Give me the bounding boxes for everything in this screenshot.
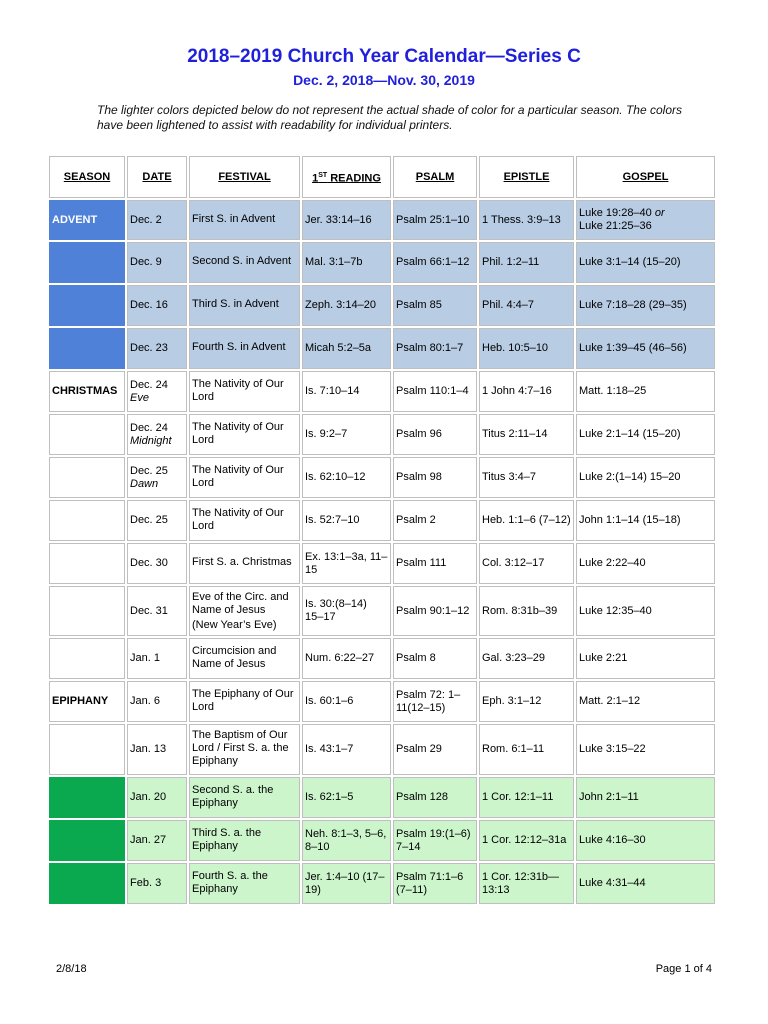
date-text: Dec. 30	[130, 557, 168, 569]
date-text: Dec. 9	[130, 256, 162, 268]
date-text: Dec. 31	[130, 604, 168, 617]
gospel-text: Luke 3:15–22	[579, 743, 646, 755]
table-row	[49, 681, 715, 722]
psalm-cell	[393, 328, 477, 369]
date-text: Dec. 25	[130, 464, 168, 477]
psalm-cell	[393, 200, 477, 240]
date-text: Dec. 16	[130, 299, 168, 311]
gospel-text: Luke 2:22–40	[579, 557, 646, 569]
reading-text: Jer. 33:14–16	[305, 213, 372, 226]
epistle-cell	[479, 500, 574, 541]
psalm-text: Psalm 25:1–10	[396, 213, 470, 226]
calendar-table	[47, 154, 717, 906]
epistle-text: Rom. 6:1–11	[482, 743, 545, 755]
psalm-cell	[393, 371, 477, 412]
epistle-text: 1 Cor. 12:31b—13:13	[482, 870, 560, 896]
gospel-cell	[576, 242, 715, 283]
date-cell	[127, 638, 187, 679]
date-text: Jan. 1	[130, 652, 160, 664]
season-cell	[49, 681, 125, 722]
festival-cell	[189, 724, 300, 775]
festival-text: Second S. in Advent	[192, 255, 292, 267]
header-first-reading	[302, 156, 391, 198]
epistle-cell	[479, 285, 574, 326]
psalm-text: Psalm 72: 1–11(12–15)	[396, 688, 461, 714]
first-reading-cell	[302, 328, 391, 369]
festival-text: Third S. a. the Epiphany	[192, 826, 262, 852]
epistle-text: Heb. 10:5–10	[482, 342, 549, 354]
page-title: 2018–2019 Church Year Calendar—Series C	[187, 46, 581, 67]
season-label: ADVENT	[52, 213, 98, 226]
festival-cell	[189, 285, 300, 326]
reading-text: Is. 9:2–7	[305, 428, 348, 440]
first-reading-cell	[302, 543, 391, 584]
festival-cell	[189, 863, 300, 904]
date-text: Jan. 13	[130, 743, 167, 755]
date-cell	[127, 586, 187, 636]
festival-cell	[189, 371, 300, 412]
psalm-text: Psalm 111	[396, 557, 447, 569]
table-row	[49, 328, 715, 369]
season-cell	[49, 285, 125, 326]
date-cell	[127, 371, 187, 412]
header-festival: FESTIVAL	[189, 156, 300, 198]
reading-text: Is. 62:10–12	[305, 471, 366, 483]
psalm-text: Psalm 29	[396, 743, 442, 755]
psalm-text: Psalm 8	[396, 652, 436, 664]
gospel-text: Luke 4:16–30	[579, 834, 646, 846]
reading-text: Is. 62:1–5	[305, 791, 354, 803]
psalm-text: Psalm 90:1–12	[396, 604, 470, 617]
gospel-cell	[576, 724, 715, 775]
reading-text: Jer. 1:4–10 (17–19)	[305, 870, 385, 896]
epistle-cell	[479, 200, 574, 240]
date-cell	[127, 500, 187, 541]
festival-cell	[189, 681, 300, 722]
calendar-body	[49, 200, 715, 904]
psalm-cell	[393, 638, 477, 679]
epistle-cell	[479, 681, 574, 722]
gospel-cell	[576, 681, 715, 722]
table-row	[49, 638, 715, 679]
psalm-text: Psalm 85	[396, 299, 442, 311]
gospel-cell	[576, 500, 715, 541]
psalm-cell	[393, 724, 477, 775]
psalm-text: Psalm 98	[396, 471, 442, 483]
gospel-cell	[576, 414, 715, 455]
header-epistle: EPISTLE	[479, 156, 574, 198]
first-reading-cell	[302, 863, 391, 904]
season-cell	[49, 242, 125, 283]
date-text: Dec. 24	[130, 378, 168, 391]
reading-text: Ex. 13:1–3a, 11–15	[305, 550, 388, 576]
first-reading-cell	[302, 820, 391, 861]
festival-cell	[189, 457, 300, 498]
season-cell	[49, 586, 125, 636]
table-row	[49, 777, 715, 818]
table-row	[49, 586, 715, 636]
date-text: Jan. 6	[130, 695, 160, 707]
epistle-cell	[479, 457, 574, 498]
color-note: The lighter colors depicted below do not represent the actual shade of color for a particular season. The colors have been lightened to assist with readability for individual printers.	[97, 103, 682, 132]
gospel-cell	[576, 200, 715, 240]
festival-text: First S. a. Christmas	[192, 556, 292, 568]
date-cell	[127, 777, 187, 818]
season-label: CHRISTMAS	[52, 385, 118, 397]
first-reading-cell	[302, 285, 391, 326]
date-cell	[127, 681, 187, 722]
header-gospel: GOSPEL	[576, 156, 715, 198]
epistle-cell	[479, 777, 574, 818]
festival-text: The Baptism of Our Lord / First S. a. the Epiphany	[192, 729, 289, 767]
reading-text: Zeph. 3:14–20	[305, 299, 376, 311]
date-text: Jan. 20	[130, 791, 167, 803]
psalm-text: Psalm 128	[396, 791, 448, 803]
season-cell	[49, 820, 125, 861]
gospel-text: Luke 3:1–14 (15–20)	[579, 256, 681, 268]
epistle-text: 1 Thess. 3:9–13	[482, 213, 561, 226]
festival-text: Fourth S. in Advent	[192, 341, 286, 353]
gospel-text: Luke 2:(1–14) 15–20	[579, 471, 681, 483]
festival-text: Eve of the Circ. and Name of Jesus	[192, 590, 289, 616]
date-cell	[127, 242, 187, 283]
gospel-text: Luke 19:28–40	[579, 207, 652, 219]
date-text: Dec. 2	[130, 213, 162, 226]
date-cell	[127, 724, 187, 775]
date-cell	[127, 863, 187, 904]
festival-cell	[189, 777, 300, 818]
festival-cell	[189, 328, 300, 369]
gospel-cell	[576, 371, 715, 412]
first-reading-cell	[302, 500, 391, 541]
epistle-text: 1 Cor. 12:1–11	[482, 791, 554, 803]
festival-cell	[189, 414, 300, 455]
table-row	[49, 200, 715, 240]
reading-text: Is. 7:10–14	[305, 385, 360, 397]
gospel-cell	[576, 285, 715, 326]
psalm-cell	[393, 681, 477, 722]
epistle-text: 1 Cor. 12:12–31a	[482, 834, 567, 846]
epistle-cell	[479, 820, 574, 861]
first-reading-cell	[302, 371, 391, 412]
first-reading-cell	[302, 200, 391, 240]
date-sub-text: Eve	[130, 391, 149, 404]
epistle-text: Phil. 4:4–7	[482, 299, 534, 311]
festival-text: The Nativity of Our Lord	[192, 377, 284, 403]
reading-text: Is. 30:(8–14) 15–17	[305, 598, 367, 623]
psalm-cell	[393, 863, 477, 904]
festival-text: The Nativity of Our Lord	[192, 506, 284, 532]
header-psalm: PSALM	[393, 156, 477, 198]
reading-text: Is. 60:1–6	[305, 695, 354, 707]
footer-date: 2/8/18	[56, 963, 87, 975]
festival-text: The Nativity of Our Lord	[192, 463, 284, 489]
date-text: Dec. 24	[130, 421, 168, 434]
festival-text: First S. in Advent	[192, 212, 276, 225]
first-reading-cell	[302, 414, 391, 455]
psalm-cell	[393, 414, 477, 455]
psalm-text: Psalm 80:1–7	[396, 342, 464, 354]
epistle-cell	[479, 242, 574, 283]
epistle-cell	[479, 863, 574, 904]
date-text: Dec. 25	[130, 514, 168, 526]
festival-cell	[189, 638, 300, 679]
gospel-text: Luke 2:21	[579, 652, 628, 664]
psalm-cell	[393, 543, 477, 584]
gospel-cell	[576, 586, 715, 636]
epistle-text: Titus 2:11–14	[482, 428, 548, 440]
table-row	[49, 414, 715, 455]
first-reading-cell	[302, 586, 391, 636]
season-cell	[49, 371, 125, 412]
date-cell	[127, 457, 187, 498]
epistle-cell	[479, 414, 574, 455]
gospel-or-text: or	[651, 207, 665, 219]
psalm-text: Psalm 19:(1–6) 7–14	[396, 827, 471, 853]
table-row	[49, 285, 715, 326]
gospel-cell	[576, 457, 715, 498]
date-sub-text: Midnight	[130, 434, 172, 447]
psalm-cell	[393, 500, 477, 541]
gospel-cell	[576, 777, 715, 818]
gospel-text: Luke 2:1–14 (15–20)	[579, 428, 681, 440]
festival-text: Second S. a. the Epiphany	[192, 783, 274, 809]
gospel-cell	[576, 863, 715, 904]
gospel-text: John 2:1–11	[579, 791, 639, 803]
epistle-cell	[479, 543, 574, 584]
psalm-cell	[393, 285, 477, 326]
psalm-text: Psalm 110:1–4	[396, 385, 469, 397]
reading-text: Mal. 3:1–7b	[305, 256, 363, 268]
season-cell	[49, 863, 125, 904]
psalm-text: Psalm 2	[396, 514, 436, 526]
psalm-cell	[393, 586, 477, 636]
reading-text: Is. 52:7–10	[305, 514, 360, 526]
gospel-text: Matt. 2:1–12	[579, 695, 641, 707]
gospel-text: Luke 7:18–28 (29–35)	[579, 299, 687, 311]
season-label: EPIPHANY	[52, 695, 109, 707]
season-cell	[49, 200, 125, 240]
table-row	[49, 820, 715, 861]
festival-cell	[189, 820, 300, 861]
date-cell	[127, 328, 187, 369]
reading-text: Neh. 8:1–3, 5–6, 8–10	[305, 827, 387, 853]
epistle-text: Titus 3:4–7	[482, 471, 537, 483]
table-row	[49, 543, 715, 584]
gospel-text: Luke 4:31–44	[579, 877, 646, 889]
gospel-text: John 1:1–14 (15–18)	[579, 514, 681, 526]
gospel-text: Matt. 1:18–25	[579, 385, 647, 397]
first-reading-cell	[302, 457, 391, 498]
season-cell	[49, 777, 125, 818]
epistle-cell	[479, 638, 574, 679]
psalm-cell	[393, 457, 477, 498]
gospel-cell	[576, 543, 715, 584]
epistle-text: Phil. 1:2–11	[482, 256, 540, 268]
epistle-text: Rom. 8:31b–39	[482, 604, 558, 617]
header-season: SEASON	[49, 156, 125, 198]
season-cell	[49, 500, 125, 541]
gospel-alt-text: Luke 21:25–36	[579, 220, 652, 232]
epistle-text: 1 John 4:7–16	[482, 385, 552, 397]
date-cell	[127, 285, 187, 326]
epistle-text: Col. 3:12–17	[482, 557, 545, 569]
epistle-cell	[479, 371, 574, 412]
gospel-cell	[576, 638, 715, 679]
reading-text: Num. 6:22–27	[305, 652, 375, 664]
header-reading-number: 1	[312, 172, 319, 185]
epistle-cell	[479, 328, 574, 369]
epistle-text: Gal. 3:23–29	[482, 652, 545, 664]
table-row	[49, 724, 715, 775]
festival-cell	[189, 242, 300, 283]
table-header-row	[49, 156, 715, 198]
festival-cell	[189, 500, 300, 541]
season-cell	[49, 414, 125, 455]
header-date: DATE	[127, 156, 187, 198]
psalm-cell	[393, 820, 477, 861]
psalm-cell	[393, 242, 477, 283]
gospel-cell	[576, 328, 715, 369]
date-range-subtitle: Dec. 2, 2018—Nov. 30, 2019	[293, 72, 475, 88]
season-cell	[49, 328, 125, 369]
header-reading-label: READING	[327, 172, 381, 185]
date-cell	[127, 414, 187, 455]
gospel-text: Luke 12:35–40	[579, 604, 652, 617]
epistle-text: Eph. 3:1–12	[482, 695, 542, 707]
date-cell	[127, 543, 187, 584]
table-row	[49, 457, 715, 498]
festival-text: Third S. in Advent	[192, 298, 279, 310]
date-text: Feb. 3	[130, 877, 162, 889]
reading-text: Is. 43:1–7	[305, 743, 354, 755]
epistle-cell	[479, 724, 574, 775]
first-reading-cell	[302, 242, 391, 283]
psalm-text: Psalm 71:1–6 (7–11)	[396, 870, 464, 896]
gospel-cell	[576, 820, 715, 861]
table-row	[49, 242, 715, 283]
table-row	[49, 863, 715, 904]
table-row	[49, 500, 715, 541]
epistle-text: Heb. 1:1–6 (7–12)	[482, 514, 571, 526]
first-reading-cell	[302, 777, 391, 818]
footer-page-number: Page 1 of 4	[655, 963, 712, 975]
first-reading-cell	[302, 724, 391, 775]
festival-text: The Epiphany of Our Lord	[192, 687, 294, 713]
psalm-cell	[393, 777, 477, 818]
date-sub-text: Dawn	[130, 477, 159, 490]
first-reading-cell	[302, 681, 391, 722]
season-cell	[49, 457, 125, 498]
festival-text: Fourth S. a. the Epiphany	[192, 869, 268, 895]
festival-sub-text: (New Year’s Eve)	[192, 618, 277, 631]
season-cell	[49, 638, 125, 679]
table-row	[49, 371, 715, 412]
festival-cell	[189, 200, 300, 240]
psalm-text: Psalm 96	[396, 428, 442, 440]
date-cell	[127, 820, 187, 861]
psalm-text: Psalm 66:1–12	[396, 256, 470, 268]
festival-cell	[189, 543, 300, 584]
epistle-cell	[479, 586, 574, 636]
season-cell	[49, 543, 125, 584]
date-text: Jan. 27	[130, 834, 167, 846]
gospel-text: Luke 1:39–45 (46–56)	[579, 342, 687, 354]
festival-cell	[189, 586, 300, 636]
date-text: Dec. 23	[130, 342, 168, 354]
date-cell	[127, 200, 187, 240]
festival-text: The Nativity of Our Lord	[192, 420, 284, 446]
season-cell	[49, 724, 125, 775]
reading-text: Micah 5:2–5a	[305, 342, 372, 354]
header-reading-ordinal: ST	[318, 171, 328, 179]
festival-text: Circumcision and Name of Jesus	[192, 644, 277, 670]
first-reading-cell	[302, 638, 391, 679]
